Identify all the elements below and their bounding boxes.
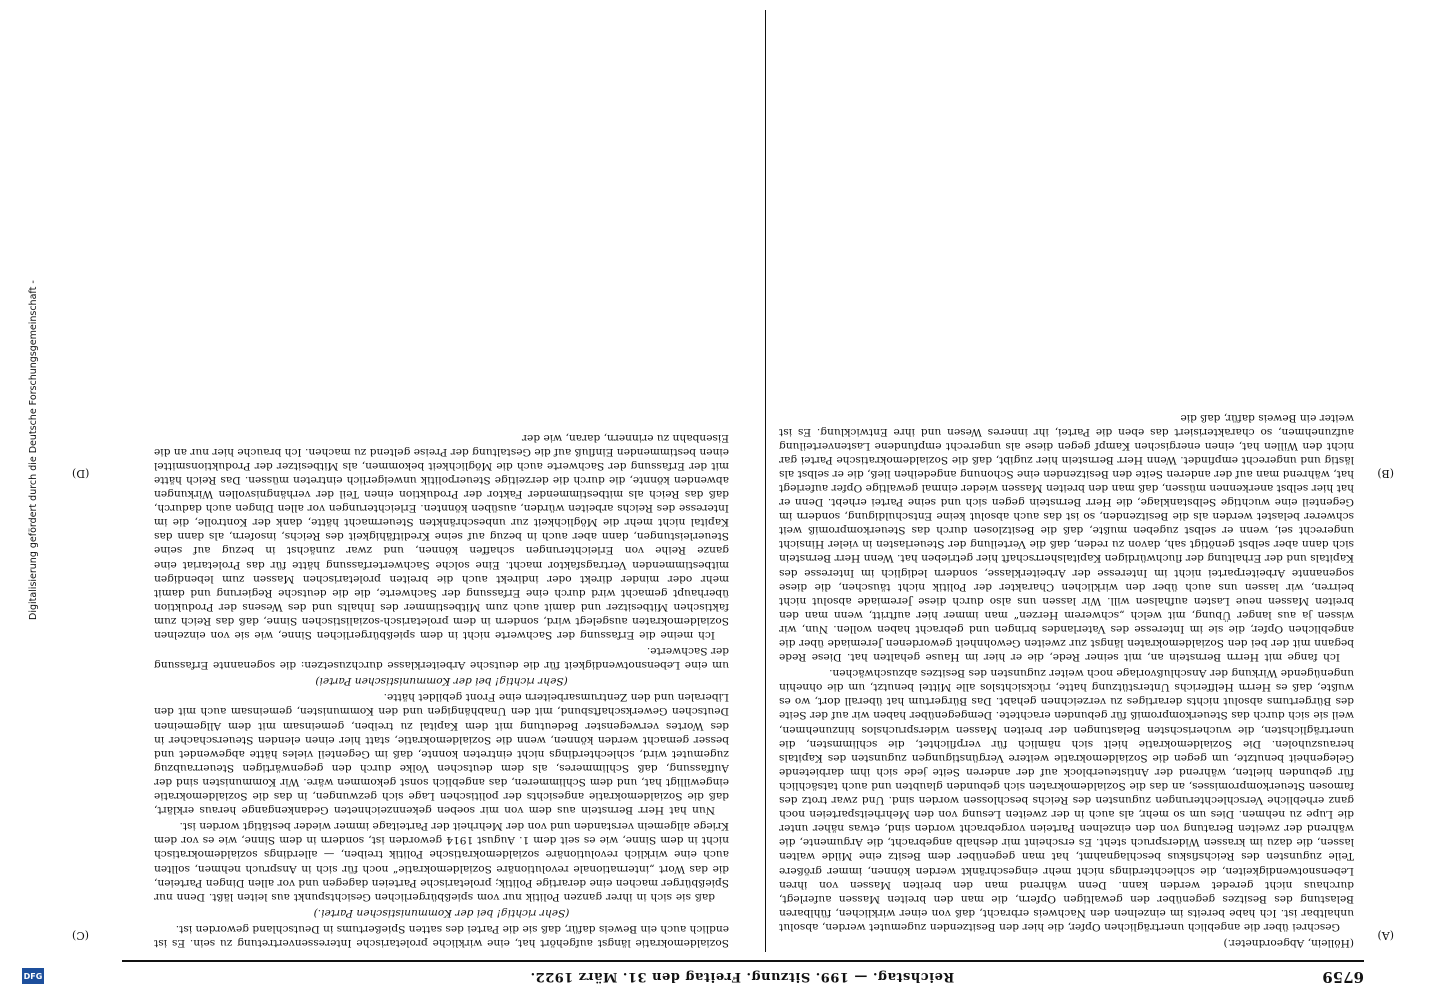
paragraph: um eine Lebensnotwendigkeit für die deutsche Arbeiterklasse durchzusetzen: die sogenannte Erfassung der Sachwerte. — [154, 645, 729, 672]
scanned-page — [62, 0, 1434, 1000]
paragraph: daß sie sich in ihrer ganzen Politik nur vom spießbürgerlichen Gesichtspunkt aus leiten läßt. Denn nur Spießbürger machen eine derartige Politik; proletarische Parteien dagegen und vor allen Dingen Parteien, die das Wort „internationale revolutionäre Sozialdemokratie“ noch für sich in Anspruch nehmen, sollten auch eine wirklich revolutionäre sozialdemokratische Politik treiben, — allerdings sozialdemokratisch nicht in dem Sinne, wie es seit dem 1. August 1914 geworden ist, sondern in dem Sinne, wie es vor dem Kriege allgemein verstanden und von der Mehrheit der Parteitage immer wieder bestätigt worden ist. — [154, 820, 729, 903]
column-divider — [765, 10, 766, 952]
paragraph: Geschrei über die angeblich unerträglichen Opfer, die hier den Besitzenden zugemutet werden, absolut unhaltbar ist. Ich habe bereits im einzelnen den Nachweis erbracht, daß von einer wirklichen, fühlbaren Belastung des Besitzes gegenüber den gewaltigen Opfern, die man den breiten Massen auferlegt, durchaus nicht geredet werden kann. Denn während man den breiten Massen von ihren Lebensnotwendigkeiten, die schlechterdings nicht mehr eingeschränkt werden können, immer größere Teile zugunsten des Reichsfiskus beschlagnahmt, hat man gegenüber dem Besitz eine Milde walten lassen, die dazu im krassen Widerspruch steht. Es erscheint mir deshalb angebracht, die Argumente, die während der zweiten Beratung von den einzelnen Parteien vorgebracht worden sind, etwas näher unter die Lupe zu nehmen. Dies um so mehr, als auch in der zweiten Lesung von den Mehrheitsparteien noch ganz erhebliche Verschlechterungen zugunsten des Reichs beschlossen worden sind. Und zwar trotz des famosen Steuerkompromisses, an das die Sozialdemokraten sich gebunden glaubten und auch tatsächlich für gebunden hielten, während der Antisteuerblock auf der anderen Seite jede sich ihm darbietende Gelegenheit benutzte, um gegen die Sozialdemokratie weitere Vergünstigungen zugunsten des Kapitals herauszuholen. Die Sozialdemokratie hielt sich nämlich für verpflichtet, die schlimmsten, die unerträglichsten, die wucherischsten Belastungen der breiten Massen widerspruchslos hinzunehmen, weil sie sich durch das Steuerkompromiß für gebunden erachtete. Demgegenüber haben wir auf der Seite des Bürgertums absolut nichts derartiges zu verzeichnen gehabt. Das Bürgertum hat überall dort, wo es wußte, daß es Herrn Helfferichs Unterstützung hatte, rücksichtslos alle Mittel benutzt, um die ohnehin ungenügende Wirkung der Anschlußvorlage noch weiter zugunsten des Besitzes abzuschwächen. — [779, 667, 1354, 933]
paragraph: Nun hat Herr Bernstein aus dem von mir soeben gekennzeichneten Gedankengange heraus erklärt, daß die Sozialdemokratie angesichts der politischen Lage sich gezwungen, in das die Sozialdemokratie eingewilligt hat, und dem Schlimmeren, das angeblich sonst gekommen wäre. Wir Kommunisten sind der Auffassung, daß Schlimmeres, als dem deutschen Volke durch den gegenwärtigen Steuerraubzug zugemutet wird, schlechterdings nicht eintreten konnte, daß im Gegenteil vieles hätte abgewendet und besser gemacht werden können, wenn die Sozialdemokratie, statt hier einen elenden Steuerschacher in des Wortes verwegenster Bedeutung mit dem Kapital zu treiben, gemeinsam mit dem Allgemeinen Deutschen Gewerkschaftsbund, mit den Unabhängigen und den Kommunisten, gemeinsam auch mit den Liberalen und den Zentrumsarbeitern eine Front gebildet hätte. — [154, 691, 729, 817]
margin-marker-a: (A) — [1377, 929, 1394, 942]
page-title: Reichstag. — 199. Sitzung. Freitag den 31. März 1922. — [530, 969, 955, 985]
footer-credit: Digitalisierung gefördert durch die Deutsche Forschungsgemeinschaft - — [28, 280, 39, 620]
margin-marker-d: (D) — [72, 467, 90, 480]
margin-marker-c: (C) — [72, 929, 89, 942]
right-column — [154, 10, 729, 950]
page-number: 6759 — [1322, 968, 1364, 986]
digitization-footer — [0, 0, 56, 1000]
paragraph: Sozialdemokratie längst aufgehört hat, eine wirkliche proletarische Interessenvertretung zu sein. Es ist endlich auch ein Beweis dafür, daß sie die Partei des satten Spießertums in Deutschland geworden ist. — [154, 922, 729, 949]
dfg-logo: DFG — [22, 968, 44, 984]
left-column — [779, 10, 1354, 950]
paragraph: Ich meine die Erfassung der Sachwerte nicht in dem spießbürgerlichen Sinne, wie sie von einzelnen Sozialdemokraten ausgelegt wird, sondern in dem proletarisch-sozialistischen Sinne, daß das Reich zum faktischen Mitbesitzer und damit auch zum Mitbestimmer des Inhalts und des Wesens der Produktion überhaupt gemacht wird durch eine Erfassung der Sachwerte, die die deutsche Regierung und damit mehr oder minder direkt oder indirekt auch die breiten proletarischen Massen zum lebendigen mitbestimmenden Vertragsfaktor macht. Eine solche Sachwerterfassung hätte für das Proletariat eine ganze Reihe von Erleichterungen schaffen können, und zwar zunächst in bezug auf seine Steuerleistungen, dann aber auch in bezug auf seine Kreditfähigkeit des Reichs, insofern, als dann das Kapital nicht mehr die Möglichkeit zur unbeschränkten Steuermacht hätte, dank der Kontrolle, die im Interesse des Reichs arbeiten würden, ausüben könnten. Erleichterungen vor allen Dingen auch dadurch, daß das Reich als mitbestimmender Faktor der Produktion einen Teil der verhängnisvollen Wirkungen abwenden könnte, die durch die derzeitige Steuerpolitik unweigerlich eintreten müssen. Das Reich hätte mit der Erfassung der Sachwerte auch die Möglichkeit bekommen, als Mitbesitzer der Produktionsmittel einen bestimmenden Einfluß auf die Gestaltung der Preise geltend zu machen. Ich brauche hier nur an die Eisenbahn zu erinnern, daran, wie der — [154, 431, 729, 642]
interjection: (Sehr richtig! bei der Kommunistischen Partei) — [315, 675, 568, 688]
speaker-name: (Höllein, Abgeordneter.) — [1223, 937, 1354, 949]
margin-marker-b: (B) — [1377, 467, 1394, 480]
interjection: (Sehr richtig! bei der Kommunistischen Partei.) — [313, 906, 570, 919]
page-header — [122, 960, 1364, 992]
paragraph: Ich fange mit Herrn Bernstein an, mit seiner Rede, die er hier im Hause gehalten hat. Diese Rede begann mit der bei den Sozialdemokraten längst zur zweiten Gewohnheit gewordenen Jeremiade über die angeblichen Opfer, die sie im Interesse des Vaterlandes bringen und gebracht haben wollen. Nun, wir wissen ja aus langer Übung, mit welch „schwerem Herzen“ man immer hier auftritt, wenn man den breiten Massen neue Lasten aufhalsen will. Wir lassen uns also durch diese Jeremiade absolut nicht beirren, wir lassen uns auch über den wirklichen Charakter der Politik nicht täuschen, die diese sogenannte Arbeiterpartei nicht im Interesse der Arbeiterklasse, sondern lediglich im Interesse des Kapitals und der Erhaltung der fluchwürdigen Kapitalsherrschaft hier getrieben hat. Wenn Herr Bernstein sich dann aber selbst genötigt sah, davon zu reden, daß die Verteilung der Steuerlasten in vieler Hinsicht ungerecht sei, wenn er selbst zugeben mußte, daß die Besitzlosen durch das Steuerkompromiß weit schwerer belastet werden als die Besitzenden, so ist das auch absolut keine Entschuldigung, sondern im Gegenteil eine wuchtige Selbstanklage, die Herr Bernstein gegen sich und seine Partei erhebt. Denn er hat hier selbst anerkennen müssen, daß man den breiten Massen wieder einmal gewaltige Opfer auferlegt hat, während man auf der anderen Seite den Besitzenden eine Schonung angedeihen ließ, die er selbst als lästig und ungerecht empfindet. Wenn Herr Bernstein hier zugibt, daß die Sozialdemokratische Partei gar nicht den Willen hat, einen energischen Kampf gegen diese als ungerecht empfundene Lastenverteilung aufzunehmen, so charakterisiert das eben die Partei, ihr inneres Wesen und ihre Entwicklung. Es ist weiter ein Beweis dafür, daß die — [779, 411, 1354, 664]
